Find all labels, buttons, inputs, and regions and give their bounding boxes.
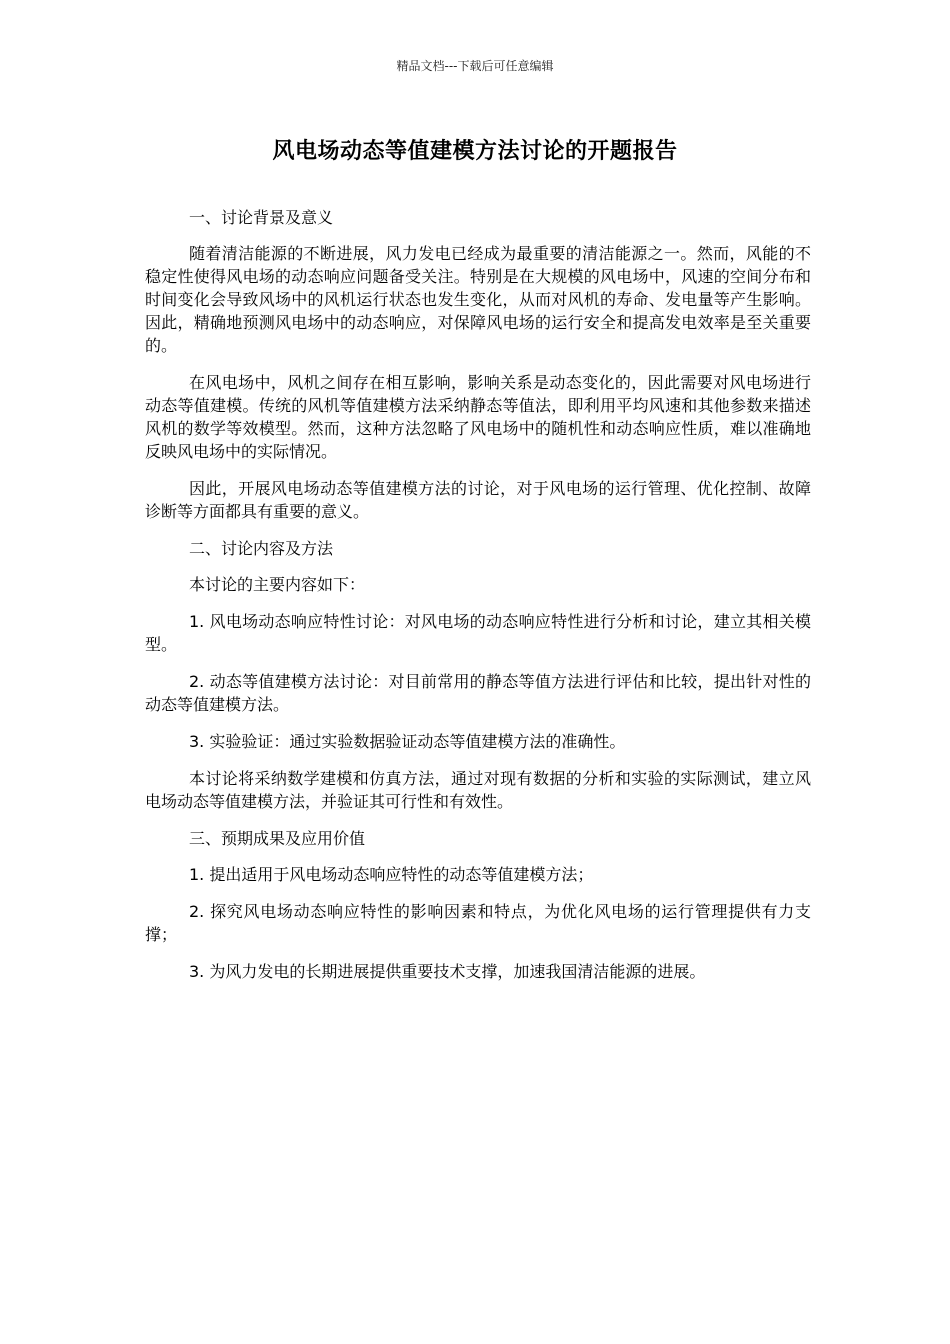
list-item-content-2: 2. 动态等值建模方法讨论：对目前常用的静态等值方法进行评估和比较，提出针对性的动态等值建模方法。 [145, 672, 811, 714]
section-heading-content: 二、讨论内容及方法 [189, 539, 334, 558]
paragraph-content-intro: 本讨论的主要内容如下： [189, 575, 366, 594]
paragraph-background-1: 随着清洁能源的不断进展，风力发电已经成为最重要的清洁能源之一。然而，风能的不稳定性使得风电场的动态响应问题备受关注。特别是在大规模的风电场中，风速的空间分布和时间变化会导致风场中的风机运行状态也发生变化，从而对风机的寿命、发电量等产生影响。因此，精确地预测风电场中的动态响应，对保障风电场的运行安全和提高发电效率是至关重要的。 [145, 244, 811, 355]
paragraph-background-3: 因此，开展风电场动态等值建模方法的讨论，对于风电场的运行管理、优化控制、故障诊断等方面都具有重要的意义。 [145, 479, 811, 521]
list-item-content-1: 1. 风电场动态响应特性讨论：对风电场的动态响应特性进行分析和讨论，建立其相关模型。 [145, 612, 811, 654]
list-item-outcome-1: 1. 提出适用于风电场动态响应特性的动态等值建模方法； [189, 865, 594, 884]
page-header: 精品文档---下载后可任意编辑 [396, 59, 554, 73]
document-body [145, 206, 811, 997]
document-title: 风电场动态等值建模方法讨论的开题报告 [272, 139, 678, 164]
section-heading-outcomes: 三、预期成果及应用价值 [189, 829, 366, 848]
list-item-content-3: 3. 实验验证：通过实验数据验证动态等值建模方法的准确性。 [189, 732, 626, 751]
paragraph-background-2: 在风电场中，风机之间存在相互影响，影响关系是动态变化的，因此需要对风电场进行动态等值建模。传统的风机等值建模方法采纳静态等值法，即利用平均风速和其他参数来描述风机的数学等效模型。然而，这种方法忽略了风电场中的随机性和动态响应性质，难以准确地反映风电场中的实际情况。 [145, 373, 811, 461]
section-heading-background: 一、讨论背景及意义 [189, 208, 334, 227]
list-item-outcome-3: 3. 为风力发电的长期进展提供重要技术支撑，加速我国清洁能源的进展。 [189, 962, 706, 981]
list-item-outcome-2: 2. 探究风电场动态响应特性的影响因素和特点，为优化风电场的运行管理提供有力支撑； [145, 902, 811, 944]
paragraph-method: 本讨论将采纳数学建模和仿真方法，通过对现有数据的分析和实验的实际测试，建立风电场动态等值建模方法，并验证其可行性和有效性。 [145, 769, 811, 811]
